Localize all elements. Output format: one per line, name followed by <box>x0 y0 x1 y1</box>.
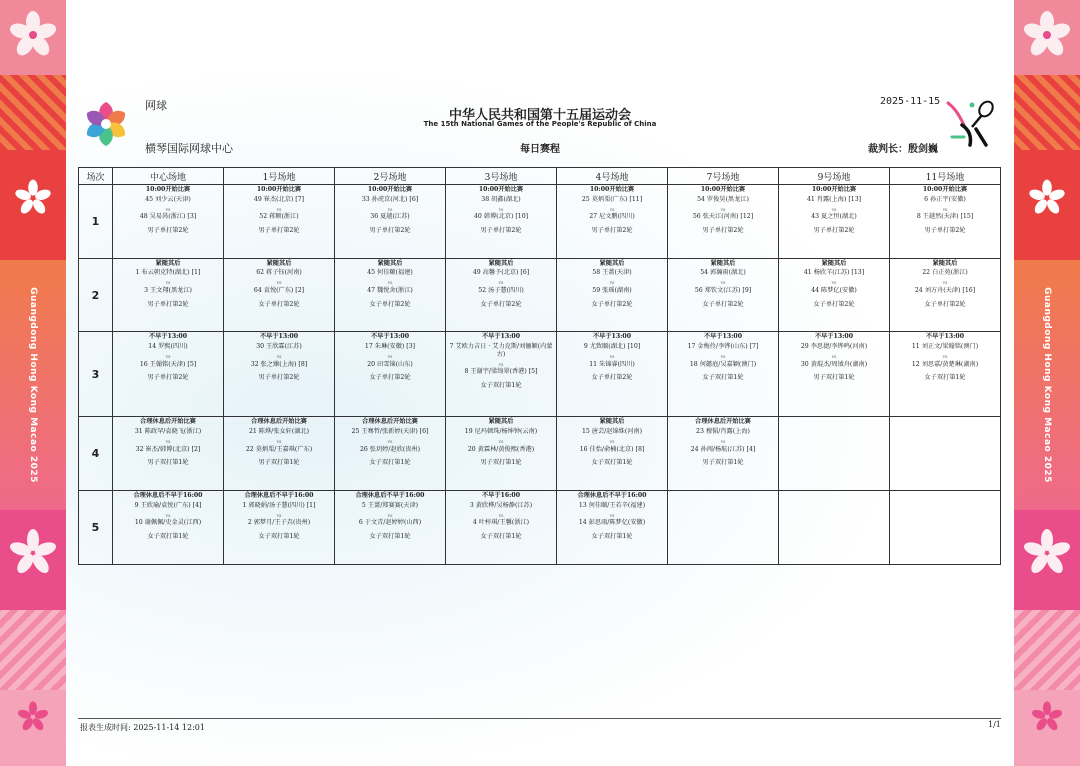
player-two: 40 韩博(北京) [10] <box>473 213 529 221</box>
pattern-block <box>1014 610 1080 690</box>
versus-label: vs <box>942 354 948 360</box>
event-name: 男子单打第2轮 <box>147 374 189 382</box>
versus-label: vs <box>609 281 615 287</box>
event-name: 男子单打第2轮 <box>702 226 744 234</box>
match-cell <box>779 332 890 417</box>
round-number: 4 <box>79 417 113 491</box>
match-cell <box>446 258 557 332</box>
player-one: 1 郭晓娟/汤子慧(四川) [1] <box>242 501 316 509</box>
match-time: 不早于13:00 <box>814 333 854 341</box>
event-name: 男子双打第1轮 <box>813 374 855 382</box>
match-cell <box>890 258 1001 332</box>
versus-label: vs <box>276 281 282 287</box>
schedule-table <box>78 167 1001 565</box>
event-name <box>890 498 1000 504</box>
match-cell <box>224 417 335 491</box>
match-cell <box>890 332 1001 417</box>
match-time: 紧随其后 <box>377 259 403 267</box>
player-two: 20 田雪锦(山东) <box>367 360 413 368</box>
versus-label: vs <box>165 207 171 213</box>
match-time: 紧随其后 <box>599 418 625 426</box>
event-name: 女子单打第2轮 <box>480 300 522 308</box>
event-name: 女子单打第2轮 <box>924 300 966 308</box>
versus-label: vs <box>276 207 282 213</box>
column-header: 2号场地 <box>335 168 446 185</box>
event-name: 女子单打第2轮 <box>258 300 300 308</box>
sport-name: 网球 <box>145 99 167 112</box>
table-row <box>79 258 1001 332</box>
table-row <box>79 332 1001 417</box>
player-one: 13 何佳颐/王若辛(福建) <box>578 501 646 509</box>
player-two: 20 黄霖林/黄俊熙(香港) <box>467 445 535 453</box>
player-one: 9 尤致颐(湖北) [10] <box>583 343 641 351</box>
match-cell <box>890 417 1001 491</box>
player-one: 54 郭瀚雨(湖北) <box>700 269 746 277</box>
match-time: 不早于13:00 <box>481 333 521 341</box>
player-one: 21 陈烨/张女轩(湖北) <box>248 428 310 436</box>
player-two: 30 黄琨杰/周钺舟(湖南) <box>800 360 868 368</box>
pattern-block <box>0 610 66 690</box>
event-name: 男子双打第1轮 <box>258 459 300 467</box>
match-time: 合理休息后开始比赛 <box>362 418 418 426</box>
match-cell <box>890 491 1001 565</box>
match-time: 10:00开始比赛 <box>145 186 191 193</box>
player-two: 8 王越然(天津) [15] <box>916 213 974 221</box>
column-header: 3号场地 <box>446 168 557 185</box>
player-two: 44 陈梦亿(安徽) <box>811 286 857 294</box>
player-two: 16 佳怡/俞楠(北京) [8] <box>579 445 645 453</box>
match-cell <box>668 332 779 417</box>
table-row <box>79 417 1001 491</box>
versus-label: vs <box>720 207 726 213</box>
round-number: 1 <box>79 185 113 259</box>
event-name: 男子单打第2轮 <box>147 300 189 308</box>
match-cell <box>779 185 890 259</box>
player-two: 36 夏越(江苏) <box>370 213 410 221</box>
player-two: 11 朱锦睿(四川) <box>589 360 635 368</box>
versus-label: vs <box>387 281 393 287</box>
event-name: 女子双打第1轮 <box>369 533 411 541</box>
player-two: 43 夏之恒(湖北) <box>811 213 857 221</box>
match-cell <box>668 417 779 491</box>
player-one: 41 杨欣羊(江苏) [13] <box>803 269 865 277</box>
match-cell <box>335 417 446 491</box>
column-header: 中心场地 <box>113 168 224 185</box>
player-one: 33 孙虎京(河北) [6] <box>361 195 419 203</box>
round-number: 3 <box>79 332 113 417</box>
event-name: 男子单打第2轮 <box>480 226 522 234</box>
match-time: 合理休息后不早于16:00 <box>133 492 203 500</box>
column-header: 11号场地 <box>890 168 1001 185</box>
versus-label: vs <box>609 439 615 445</box>
column-header: 9号场地 <box>779 168 890 185</box>
player-one: 54 罗俊昊(黑龙江) <box>697 195 749 203</box>
match-time: 不早于13:00 <box>259 333 299 341</box>
versus-label: vs <box>609 207 615 213</box>
player-two: 12 刘思嘉/黄楚琳(湖南) <box>911 360 979 368</box>
player-two: 52 汤子慧(四川) <box>478 286 524 294</box>
player-two: 26 张玥婷/赵欣(贵州) <box>359 445 421 453</box>
player-two: 56 郑钦文(江苏) [9] <box>694 286 752 294</box>
table-row <box>79 491 1001 565</box>
table-header-row <box>79 168 1001 185</box>
match-time: 合理休息后不早于16:00 <box>244 492 314 500</box>
games-vertical-text: Guangdong Hong Kong Macao 2025 <box>28 287 38 483</box>
player-two: 64 袁悦(广东) [2] <box>253 286 305 294</box>
player-one: 62 蒋子钰(河南) <box>256 269 302 277</box>
match-time: 10:00开始比赛 <box>256 186 302 193</box>
versus-label: vs <box>498 362 504 368</box>
match-time: 合理休息后不早于16:00 <box>355 492 425 500</box>
event-name: 女子单打第2轮 <box>702 300 744 308</box>
match-time: 10:00开始比赛 <box>589 186 635 193</box>
match-cell <box>446 185 557 259</box>
match-time: 10:00开始比赛 <box>478 186 524 193</box>
versus-label: vs <box>165 513 171 519</box>
match-time: 10:00开始比赛 <box>811 186 857 193</box>
match-cell <box>557 417 668 491</box>
versus-label: vs <box>387 207 393 213</box>
event-name: 女子单打第2轮 <box>591 374 633 382</box>
match-cell <box>668 185 779 259</box>
player-two: 56 张天江(河南) [12] <box>692 213 754 221</box>
event-name: 女子双打第1轮 <box>147 533 189 541</box>
versus-label: vs <box>831 281 837 287</box>
games-vertical-text: Guangdong Hong Kong Macao 2025 <box>1042 287 1052 483</box>
match-cell <box>113 491 224 565</box>
player-two: 3 王文翔(黑龙江) <box>144 286 192 294</box>
player-one: 7 艾欧力吉日 · 艾力克斯/刘俪颖(内蒙古) <box>449 343 553 358</box>
versus-label: vs <box>831 207 837 213</box>
versus-label: vs <box>165 354 171 360</box>
versus-label: vs <box>276 513 282 519</box>
match-cell <box>335 332 446 417</box>
player-two: 22 莫炳栗/王嘉琪(广东) <box>245 445 313 453</box>
venue-name: 横琴国际网球中心 <box>145 142 233 155</box>
match-cell <box>335 258 446 332</box>
match-cell <box>557 258 668 332</box>
match-time: 合理休息后开始比赛 <box>251 418 307 426</box>
versus-label: vs <box>276 439 282 445</box>
page-number: 1/1 <box>988 720 1001 729</box>
player-two: 52 蒋顺(浙江) <box>259 213 299 221</box>
versus-label: vs <box>942 281 948 287</box>
round-number: 2 <box>79 258 113 332</box>
player-one: 6 孙正宇(安徽) <box>924 195 966 203</box>
versus-label: vs <box>387 354 393 360</box>
match-time: 紧随其后 <box>488 418 514 426</box>
event-name <box>890 424 1000 430</box>
match-time: 不早于13:00 <box>370 333 410 341</box>
event-name: 女子双打第1轮 <box>591 533 633 541</box>
player-one: 17 金梅伶/李铧(山东) [7] <box>687 343 759 351</box>
match-time: 合理休息后不早于16:00 <box>577 492 647 500</box>
event-name: 男子双打第1轮 <box>702 459 744 467</box>
games-emblem-icon <box>1030 700 1064 734</box>
versus-label: vs <box>720 354 726 360</box>
event-name: 男子单打第2轮 <box>369 226 411 234</box>
match-time: 不早于13:00 <box>703 333 743 341</box>
match-cell <box>668 258 779 332</box>
player-one: 22 白正苑(浙江) <box>922 269 968 277</box>
player-two: 32 崔杰/韩博(北京) [2] <box>135 445 201 453</box>
event-name: 女子单打第2轮 <box>813 300 855 308</box>
bauhinia-flower-icon <box>1022 10 1072 60</box>
round-number: 5 <box>79 491 113 565</box>
player-one: 14 罗熙(四川) <box>148 343 188 351</box>
versus-label: vs <box>387 439 393 445</box>
match-time: 10:00开始比赛 <box>922 186 968 193</box>
player-two: 2 郭梦月/王子垚(贵州) <box>247 519 311 527</box>
versus-label: vs <box>498 207 504 213</box>
match-time: 10:00开始比赛 <box>367 186 413 193</box>
match-cell <box>224 185 335 259</box>
match-time: 不早于13:00 <box>925 333 965 341</box>
match-cell <box>557 332 668 417</box>
page-subtitle: The 15th National Games of the People's Republic of China <box>423 120 657 128</box>
event-name: 男子单打第2轮 <box>258 226 300 234</box>
match-cell <box>224 491 335 565</box>
pattern-block <box>1014 260 1080 510</box>
event-name: 女子双打第1轮 <box>702 374 744 382</box>
match-time: 紧随其后 <box>488 259 514 267</box>
match-cell <box>224 332 335 417</box>
player-one: 45 刘少云(天津) <box>145 195 191 203</box>
player-two: 27 尼文鹏(四川) <box>589 213 635 221</box>
event-name <box>779 498 889 504</box>
match-cell <box>446 491 557 565</box>
versus-label: vs <box>609 513 615 519</box>
match-cell <box>446 417 557 491</box>
player-one: 3 黄欣桦/吴杨静(江苏) <box>469 501 533 509</box>
event-name: 女子双打第1轮 <box>369 459 411 467</box>
column-header: 场次 <box>79 168 113 185</box>
pattern-block <box>0 260 66 510</box>
player-one: 25 王骞哲/张新婷(天津) [6] <box>351 428 429 436</box>
event-name: 女子单打第2轮 <box>369 300 411 308</box>
column-header: 1号场地 <box>224 168 335 185</box>
versus-label: vs <box>942 207 948 213</box>
versus-label: vs <box>498 513 504 519</box>
match-cell <box>113 332 224 417</box>
column-header: 7号场地 <box>668 168 779 185</box>
table-row <box>79 185 1001 259</box>
versus-label: vs <box>831 354 837 360</box>
player-two: 18 何懿庭/吴嘉颖(澳门) <box>689 360 757 368</box>
games-emblem-icon <box>1027 178 1067 218</box>
match-cell <box>335 491 446 565</box>
match-time: 不早于13:00 <box>592 333 632 341</box>
footer-divider <box>78 718 1001 719</box>
match-cell <box>113 258 224 332</box>
schedule-date: 2025-11-15 <box>880 96 941 107</box>
match-cell <box>890 185 1001 259</box>
match-time: 紧随其后 <box>821 259 847 267</box>
versus-label: vs <box>165 439 171 445</box>
games-emblem-icon <box>13 178 53 218</box>
event-name: 男子单打第2轮 <box>924 226 966 234</box>
event-name <box>668 498 778 504</box>
player-two: 59 张瑶(湖南) <box>592 286 632 294</box>
player-two: 24 孙闯/杨航(江苏) [4] <box>690 445 756 453</box>
player-two: 10 谢佩佩/史金灵(江西) <box>134 519 202 527</box>
match-cell <box>224 258 335 332</box>
player-one: 17 朱琳(安徽) [3] <box>364 343 416 351</box>
player-one: 9 王欣瑜/袁悦(广东) [4] <box>134 501 202 509</box>
event-name: 男子单打第2轮 <box>813 226 855 234</box>
match-time: 紧随其后 <box>266 259 292 267</box>
schedule-heading: 每日赛程 <box>520 144 560 155</box>
player-one: 11 刘正文/梁翰铭(澳门) <box>911 343 979 351</box>
event-name: 男子单打第2轮 <box>258 374 300 382</box>
player-one: 25 莫炳栗(广东) [11] <box>581 195 643 203</box>
player-two: 16 王翰铭(天津) [5] <box>139 360 197 368</box>
match-cell <box>779 417 890 491</box>
player-two: 47 魏悦舍(浙江) <box>367 286 413 294</box>
event-name: 女子双打第1轮 <box>591 459 633 467</box>
player-two: 48 吴易昺(浙江) [3] <box>139 213 197 221</box>
match-time: 紧随其后 <box>599 259 625 267</box>
player-one: 19 尼玛顿珠/杨绅钟(云南) <box>464 428 538 436</box>
match-time: 不早于16:00 <box>481 492 521 500</box>
player-one: 58 王蔷(天津) <box>592 269 632 277</box>
player-one: 45 何佳颐(福建) <box>367 269 413 277</box>
event-name <box>779 424 889 430</box>
player-two: 4 叶梓琪/王馨(浙江) <box>472 519 530 527</box>
event-name: 女子双打第1轮 <box>924 374 966 382</box>
event-name: 男子双打第1轮 <box>147 459 189 467</box>
player-one: 30 王欣霖(江苏) <box>256 343 302 351</box>
versus-label: vs <box>165 281 171 287</box>
match-cell <box>557 185 668 259</box>
versus-label: vs <box>720 281 726 287</box>
match-cell <box>779 491 890 565</box>
match-cell <box>557 491 668 565</box>
page-title: 中华人民共和国第十五届运动会 <box>448 108 631 123</box>
match-cell <box>446 332 557 417</box>
event-name: 女子单打第2轮 <box>369 374 411 382</box>
match-time: 紧随其后 <box>155 259 181 267</box>
event-name: 女子双打第1轮 <box>258 533 300 541</box>
report-generated-time: 报表生成时间: 2025-11-14 12:01 <box>80 723 205 732</box>
player-one: 5 王蔷/郑赛赛(天津) <box>361 501 419 509</box>
tennis-pictogram-icon <box>942 95 998 151</box>
event-name: 女子双打第1轮 <box>480 382 522 390</box>
match-cell <box>335 185 446 259</box>
match-time: 10:00开始比赛 <box>700 186 746 193</box>
event-name: 男子单打第2轮 <box>591 226 633 234</box>
player-one: 31 陈政罕/袁晓飞(浙江) <box>134 428 202 436</box>
referee-label: 裁判长：殷剑巍 <box>868 144 938 155</box>
player-two: 14 彭思雨/陈梦亿(安徽) <box>578 519 646 527</box>
player-two: 6 于文青/赵婷婷(山西) <box>358 519 422 527</box>
versus-label: vs <box>498 439 504 445</box>
player-one: 15 唐芸/赵锦姝(河南) <box>581 428 643 436</box>
versus-label: vs <box>720 439 726 445</box>
player-one: 49 崔杰(北京) [7] <box>253 195 305 203</box>
bauhinia-flower-icon <box>8 10 58 60</box>
versus-label: vs <box>609 354 615 360</box>
event-name: 女子双打第1轮 <box>480 533 522 541</box>
match-time: 合理休息后开始比赛 <box>695 418 751 426</box>
versus-label: vs <box>387 513 393 519</box>
games-emblem-icon <box>16 700 50 734</box>
versus-label: vs <box>276 354 282 360</box>
bauhinia-flower-icon <box>1022 528 1072 578</box>
event-name: 男子双打第1轮 <box>480 459 522 467</box>
player-one: 29 李思捷/李铧鸣(河南) <box>800 343 868 351</box>
player-two: 24 刘方舟(天津) [16] <box>914 286 976 294</box>
match-time: 合理休息后开始比赛 <box>140 418 196 426</box>
event-name: 女子单打第2轮 <box>591 300 633 308</box>
player-one: 23 穆韬/肖露(上海) <box>696 428 750 436</box>
versus-label: vs <box>498 281 504 287</box>
player-one: 41 肖露(上海) [13] <box>806 195 862 203</box>
match-cell <box>113 185 224 259</box>
player-two: 32 张之臻(上海) [8] <box>250 360 308 368</box>
player-one: 38 胡鑫(湖北) <box>481 195 521 203</box>
match-time: 不早于13:00 <box>148 333 188 341</box>
player-two: 8 王谢宇/梁绮翠(香港) [5] <box>464 368 538 376</box>
match-time: 紧随其后 <box>710 259 736 267</box>
bauhinia-flower-icon <box>8 528 58 578</box>
match-time: 紧随其后 <box>932 259 958 267</box>
match-cell <box>779 258 890 332</box>
match-cell <box>113 417 224 491</box>
event-name: 男子单打第2轮 <box>147 226 189 234</box>
player-one: 49 高馨予(北京) [6] <box>472 269 530 277</box>
match-cell <box>668 491 779 565</box>
player-one: 1 布云朝克特(湖北) [1] <box>135 269 201 277</box>
column-header: 4号场地 <box>557 168 668 185</box>
